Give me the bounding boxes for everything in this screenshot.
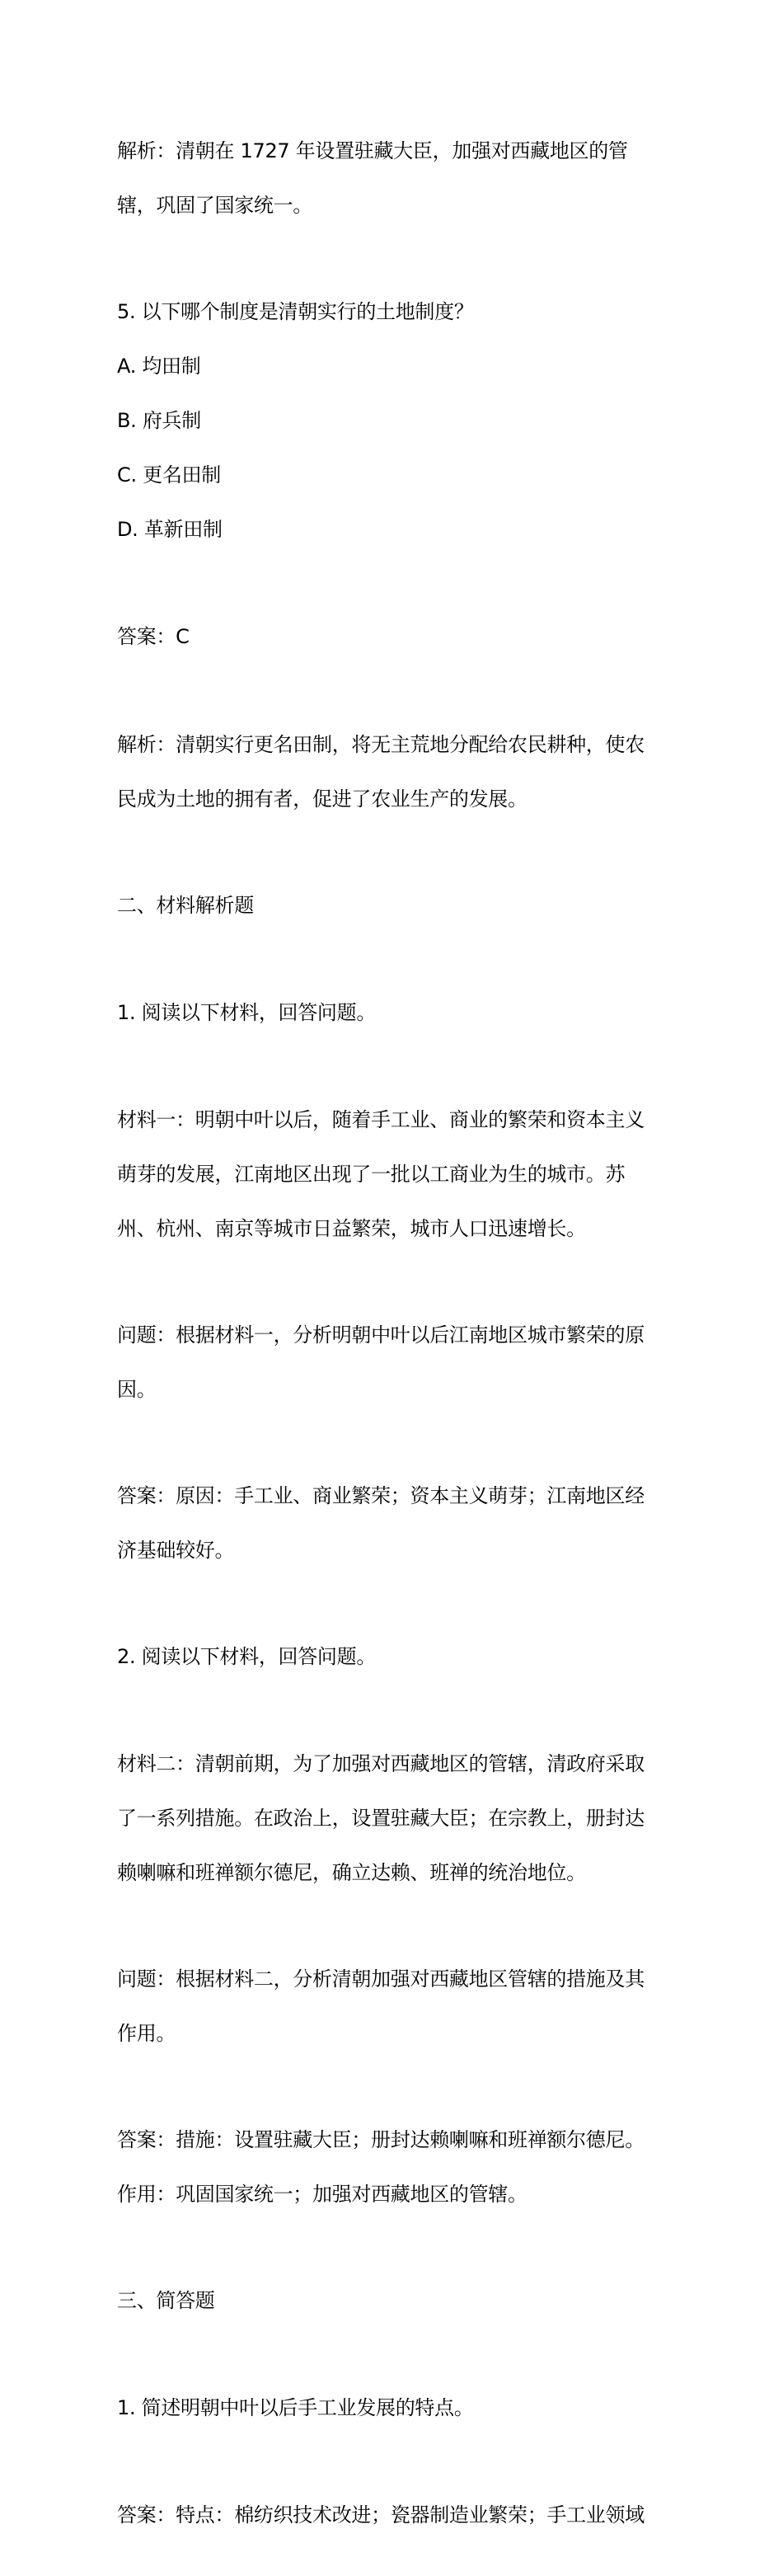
text-line: 民成为土地的拥有者，促进了农业生产的发展。	[117, 787, 527, 811]
analysis-q5	[117, 699, 678, 844]
heading-text: 三、简答题	[117, 2289, 215, 2312]
section-heading-3	[117, 2255, 678, 2346]
option-d: D. 革新田制	[117, 518, 223, 541]
text-line: 问题：根据材料二，分析清朝加强对西藏地区管辖的措施及其	[117, 1967, 645, 1991]
material-1	[117, 1074, 678, 1274]
text-line: 了一系列措施。在政治上，设置驻藏大臣；在宗教上，册封达	[117, 1807, 645, 1830]
text-line: 解析：清朝在 1727 年设置驻藏大臣，加强对西藏地区的管	[117, 139, 628, 162]
question-5	[117, 266, 678, 575]
text-line: 辖，巩固了国家统一。	[117, 194, 312, 217]
text-line: 州、杭州、南京等城市日益繁荣，城市人口迅速增长。	[117, 1217, 586, 1240]
answer-material-2	[117, 2094, 678, 2240]
option-b: B. 府兵制	[117, 409, 201, 432]
text-line: 答案：原因：手工业、商业繁荣；资本主义萌芽；江南地区经	[117, 1484, 645, 1507]
analysis-q4	[117, 106, 678, 251]
question-material-1	[117, 1290, 678, 1435]
text-line: 1. 阅读以下材料，回答问题。	[117, 1001, 377, 1024]
material-question-1	[117, 967, 678, 1058]
text-line: 答案：特点：棉纺织技术改进；瓷器制造业繁荣；手工业领域	[117, 2503, 645, 2527]
text-line: 济基础较好。	[117, 1539, 235, 1562]
short-question-1	[117, 2362, 678, 2453]
section-heading-2	[117, 860, 678, 951]
question-material-2	[117, 1934, 678, 2079]
text-line: 解析：清朝实行更名田制，将无主荒地分配给农民耕种，使农	[117, 733, 645, 756]
text-line: 材料一：明朝中叶以后，随着手工业、商业的繁荣和资本主义	[117, 1108, 645, 1131]
heading-text: 二、材料解析题	[117, 894, 254, 917]
answer-material-1	[117, 1450, 678, 1596]
text-line: 作用。	[117, 2022, 176, 2045]
material-2	[117, 1718, 678, 1918]
text-line: 2. 阅读以下材料，回答问题。	[117, 1645, 377, 1668]
text-line: 1. 简述明朝中叶以后手工业发展的特点。	[117, 2396, 474, 2419]
text-line: 赖喇嘛和班禅额尔德尼，确立达赖、班禅的统治地位。	[117, 1861, 586, 1884]
text-line: 答案：C	[117, 625, 190, 648]
material-question-2	[117, 1611, 678, 1702]
short-answer-1	[117, 2470, 678, 2560]
text-line: 材料二：清朝前期，为了加强对西藏地区的管辖，清政府采取	[117, 1752, 645, 1775]
text-line: 答案：措施：设置驻藏大臣；册封达赖喇嘛和班禅额尔德尼。	[117, 2128, 645, 2151]
option-a: A. 均田制	[117, 355, 201, 378]
question-text: 5. 以下哪个制度是清朝实行的土地制度？	[117, 300, 474, 323]
text-line: 因。	[117, 1378, 157, 1401]
text-line: 作用：巩固国家统一；加强对西藏地区的管辖。	[117, 2183, 527, 2206]
option-c: C. 更名田制	[117, 463, 221, 487]
answer-q5	[117, 591, 678, 682]
text-line: 问题：根据材料一，分析明朝中叶以后江南地区城市繁荣的原	[117, 1323, 645, 1347]
text-line: 萌芽的发展，江南地区出现了一批以工商业为生的城市。苏	[117, 1163, 626, 1186]
document-page	[117, 106, 678, 2576]
